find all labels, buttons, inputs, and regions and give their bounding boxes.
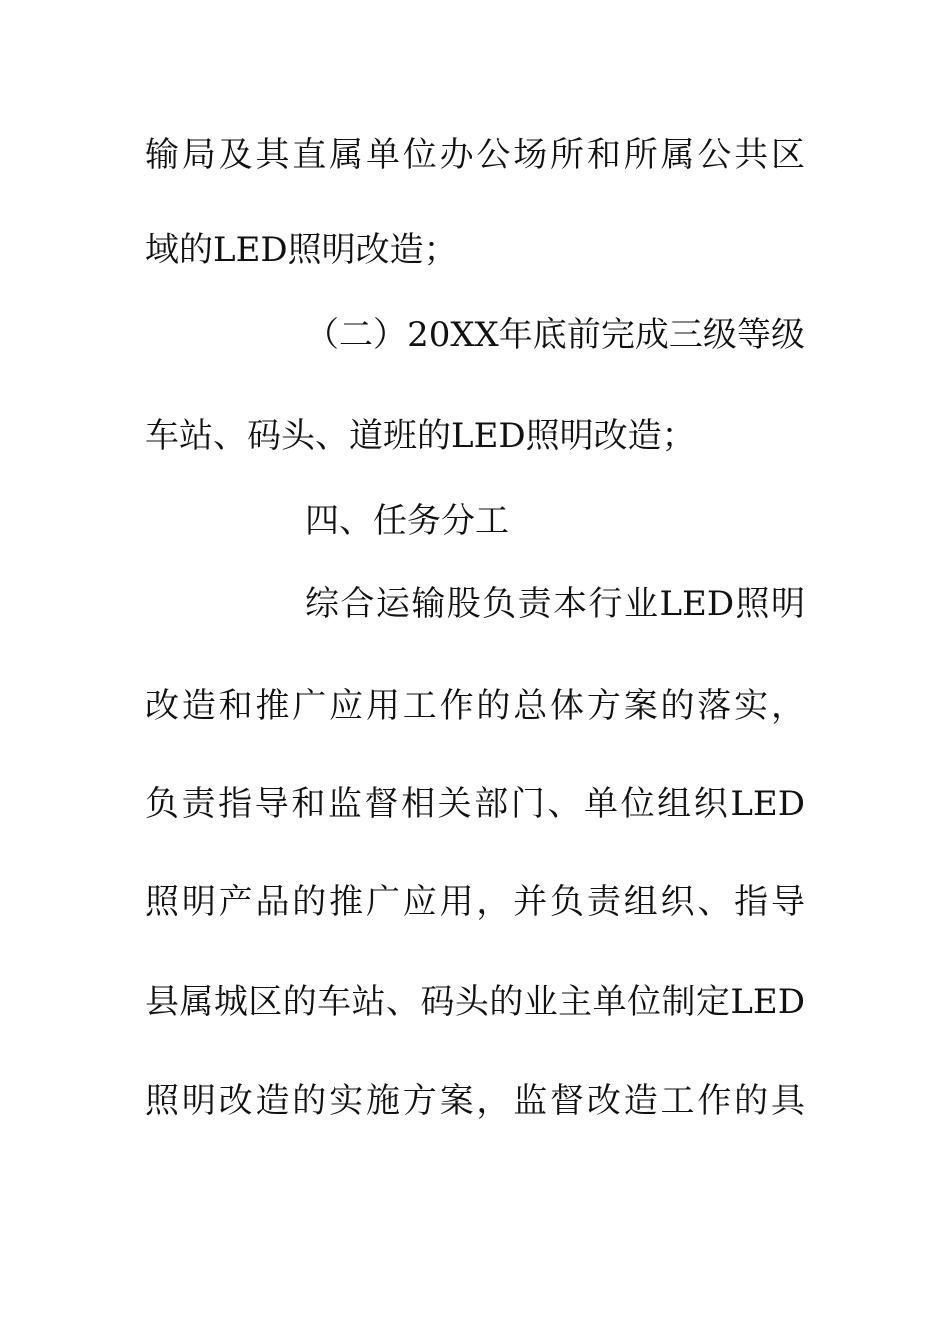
text-line-7: 改造和推广应用工作的总体方案的落实，	[145, 686, 805, 726]
text-line-2: 域的LED照明改造；	[145, 230, 458, 270]
text-line-1: 输局及其直属单位办公场所和所属公共区	[145, 135, 805, 175]
text-line-4: 车站、码头、道班的LED照明改造；	[145, 416, 696, 456]
text-line-6: 综合运输股负责本行业LED照明	[305, 584, 805, 624]
text-line-11: 照明改造的实施方案，监督改造工作的具	[145, 1081, 805, 1121]
text-line-3: （二）20XX年底前完成三级等级	[305, 315, 805, 355]
text-line-9: 照明产品的推广应用，并负责组织、指导	[145, 882, 805, 922]
text-line-8: 负责指导和监督相关部门、单位组织LED	[145, 784, 805, 824]
text-line-10: 县属城区的车站、码头的业主单位制定LED	[145, 982, 805, 1022]
section-heading: 四、任务分工	[305, 501, 509, 541]
